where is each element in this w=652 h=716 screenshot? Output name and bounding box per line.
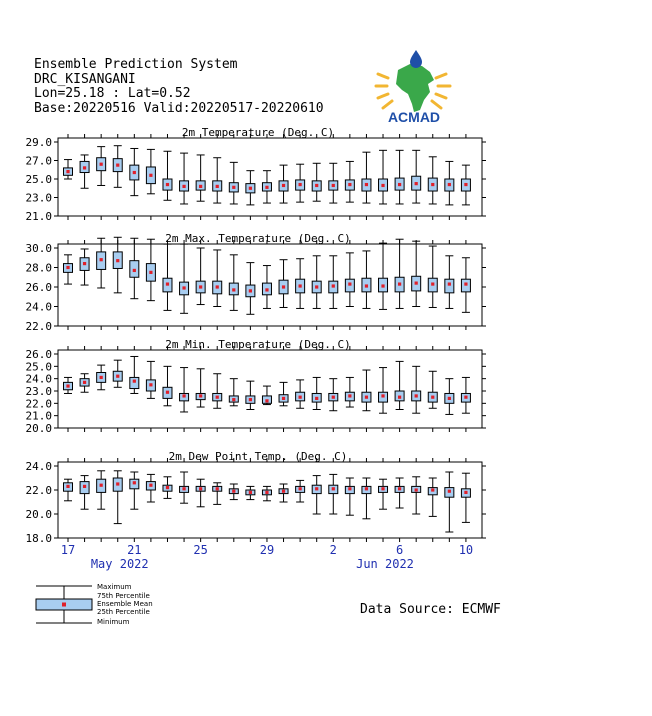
- mean-marker: [415, 488, 418, 491]
- mean-marker: [365, 487, 368, 490]
- mean-marker: [199, 285, 202, 288]
- mean-marker: [166, 282, 169, 285]
- mean-marker: [83, 485, 86, 488]
- mean-marker: [116, 164, 119, 167]
- mean-marker: [398, 396, 401, 399]
- y-tick-label: 26.0: [25, 348, 52, 361]
- legend-mean: Ensemble Mean: [97, 600, 153, 608]
- mean-marker: [282, 490, 285, 493]
- header-dates: Base:20220516 Valid:20220517-20220610: [34, 100, 324, 116]
- mean-marker: [348, 394, 351, 397]
- x-tick-label: 2: [329, 543, 337, 557]
- mean-marker: [348, 183, 351, 186]
- panel-frame: [58, 350, 482, 428]
- y-tick-label: 21.0: [25, 409, 52, 423]
- mean-marker: [348, 282, 351, 285]
- x-tick-label: 21: [127, 543, 142, 557]
- panel-frame: [58, 462, 482, 538]
- mean-marker: [133, 269, 136, 272]
- mean-marker: [182, 185, 185, 188]
- legend-minimum: Minimum: [97, 618, 130, 626]
- chart-legend: [34, 580, 194, 630]
- mean-marker: [398, 487, 401, 490]
- iqr-box: [445, 279, 454, 293]
- mean-marker: [149, 383, 152, 386]
- mean-marker: [381, 394, 384, 397]
- mean-marker: [431, 282, 434, 285]
- mean-marker: [83, 381, 86, 384]
- mean-marker: [448, 282, 451, 285]
- mean-marker: [116, 375, 119, 378]
- mean-marker: [149, 271, 152, 274]
- mean-marker: [249, 289, 252, 292]
- y-tick-label: 25.0: [25, 173, 52, 186]
- iqr-box: [130, 377, 139, 388]
- mean-marker: [182, 394, 185, 397]
- mean-marker: [249, 398, 252, 401]
- y-tick-label: 22.0: [25, 320, 52, 333]
- mean-marker: [381, 184, 384, 187]
- x-month-label: May 2022: [90, 557, 149, 571]
- header-coordinates: Lon=25.18 : Lat=0.52: [34, 86, 191, 101]
- y-tick-label: 28.0: [25, 261, 52, 275]
- mean-marker: [332, 396, 335, 399]
- acmad-logo-text: ACMAD: [387, 109, 441, 125]
- mean-marker: [216, 396, 219, 399]
- mean-marker: [116, 482, 119, 485]
- mean-marker: [265, 288, 268, 291]
- mean-marker: [182, 286, 185, 289]
- y-tick-label: 22.0: [25, 484, 52, 497]
- mean-marker: [332, 487, 335, 490]
- mean-marker: [216, 185, 219, 188]
- mean-marker: [100, 376, 103, 379]
- mean-marker: [66, 266, 69, 269]
- header-title: Ensemble Prediction System: [34, 57, 238, 72]
- y-tick-label: 24.0: [25, 300, 52, 314]
- mean-marker: [249, 187, 252, 190]
- mean-marker: [315, 397, 318, 400]
- mean-marker: [199, 394, 202, 397]
- legend-25th: 25th Percentile: [97, 608, 150, 616]
- panel-title: 2m Max. Temperature (Deg. C): [165, 232, 351, 245]
- mean-marker: [431, 488, 434, 491]
- mean-marker: [149, 174, 152, 177]
- mean-marker: [133, 171, 136, 174]
- mean-marker: [166, 486, 169, 489]
- data-source: Data Source: ECMWF: [360, 602, 501, 617]
- mean-marker: [66, 485, 69, 488]
- y-tick-label: 25.0: [25, 360, 52, 374]
- panel-title: 2m Temperature (Deg. C): [181, 126, 335, 139]
- mean-marker: [216, 487, 219, 490]
- mean-marker: [216, 285, 219, 288]
- legend-maximum: Maximum: [97, 583, 132, 591]
- mean-marker: [232, 490, 235, 493]
- y-tick-label: 24.0: [25, 460, 52, 473]
- y-tick-label: 29.0: [25, 136, 52, 149]
- panel-title: 2m Min. Temperature (Deg. C): [165, 338, 351, 351]
- y-tick-label: 23.0: [25, 191, 52, 205]
- mean-marker: [398, 282, 401, 285]
- mean-marker: [149, 484, 152, 487]
- mean-marker: [66, 170, 69, 173]
- mean-marker: [431, 396, 434, 399]
- legend-75th: 75th Percentile: [97, 592, 150, 600]
- mean-marker: [282, 285, 285, 288]
- mean-marker: [265, 186, 268, 189]
- mean-marker: [265, 491, 268, 494]
- mean-marker: [464, 491, 467, 494]
- mean-marker: [448, 490, 451, 493]
- mean-marker: [365, 183, 368, 186]
- mean-marker: [299, 183, 302, 186]
- y-tick-label: 21.0: [25, 210, 52, 223]
- x-tick-label: 25: [193, 543, 208, 557]
- legend-mean-marker: [62, 603, 66, 607]
- mean-marker: [464, 396, 467, 399]
- y-tick-label: 18.0: [25, 532, 52, 545]
- y-tick-label: 23.0: [25, 385, 52, 398]
- mean-marker: [299, 396, 302, 399]
- y-tick-label: 20.0: [25, 422, 52, 435]
- x-tick-label: 29: [259, 543, 275, 557]
- mean-marker: [315, 487, 318, 490]
- mean-marker: [232, 186, 235, 189]
- y-tick-label: 24.0: [25, 372, 52, 386]
- mean-marker: [332, 184, 335, 187]
- mean-marker: [381, 284, 384, 287]
- mean-marker: [415, 182, 418, 185]
- mean-marker: [282, 397, 285, 400]
- mean-marker: [166, 183, 169, 186]
- mean-marker: [365, 396, 368, 399]
- mean-marker: [249, 491, 252, 494]
- x-month-label: Jun 2022: [356, 557, 414, 571]
- mean-marker: [265, 399, 268, 402]
- mean-marker: [133, 481, 136, 484]
- mean-marker: [365, 284, 368, 287]
- header-station: DRC_KISANGANI: [34, 71, 136, 87]
- y-tick-label: 22.0: [25, 397, 52, 411]
- mean-marker: [199, 487, 202, 490]
- mean-marker: [232, 398, 235, 401]
- mean-marker: [315, 285, 318, 288]
- mean-marker: [415, 394, 418, 397]
- x-tick-label: 17: [60, 543, 76, 557]
- mean-marker: [315, 184, 318, 187]
- mean-marker: [464, 282, 467, 285]
- mean-marker: [381, 487, 384, 490]
- mean-marker: [232, 288, 235, 291]
- mean-marker: [448, 183, 451, 186]
- mean-marker: [299, 284, 302, 287]
- mean-marker: [431, 183, 434, 186]
- panel-title: 2m Dew Point Temp. (Deg. C): [168, 450, 348, 463]
- mean-marker: [66, 384, 69, 387]
- mean-marker: [83, 166, 86, 169]
- y-tick-label: 20.0: [25, 508, 52, 521]
- mean-marker: [348, 487, 351, 490]
- mean-marker: [199, 185, 202, 188]
- mean-marker: [83, 262, 86, 265]
- x-tick-label: 6: [395, 543, 404, 557]
- mean-marker: [398, 183, 401, 186]
- mean-marker: [100, 163, 103, 166]
- mean-marker: [100, 258, 103, 261]
- mean-marker: [100, 484, 103, 487]
- mean-marker: [299, 487, 302, 490]
- mean-marker: [282, 184, 285, 187]
- mean-marker: [464, 183, 467, 186]
- mean-marker: [166, 391, 169, 394]
- mean-marker: [116, 259, 119, 262]
- x-tick-label: 10: [458, 543, 474, 557]
- mean-marker: [415, 282, 418, 285]
- mean-marker: [332, 284, 335, 287]
- mean-marker: [133, 380, 136, 383]
- y-tick-label: 30.0: [25, 242, 52, 255]
- y-tick-label: 27.0: [25, 154, 52, 168]
- y-tick-label: 26.0: [25, 281, 52, 294]
- mean-marker: [182, 487, 185, 490]
- mean-marker: [448, 397, 451, 400]
